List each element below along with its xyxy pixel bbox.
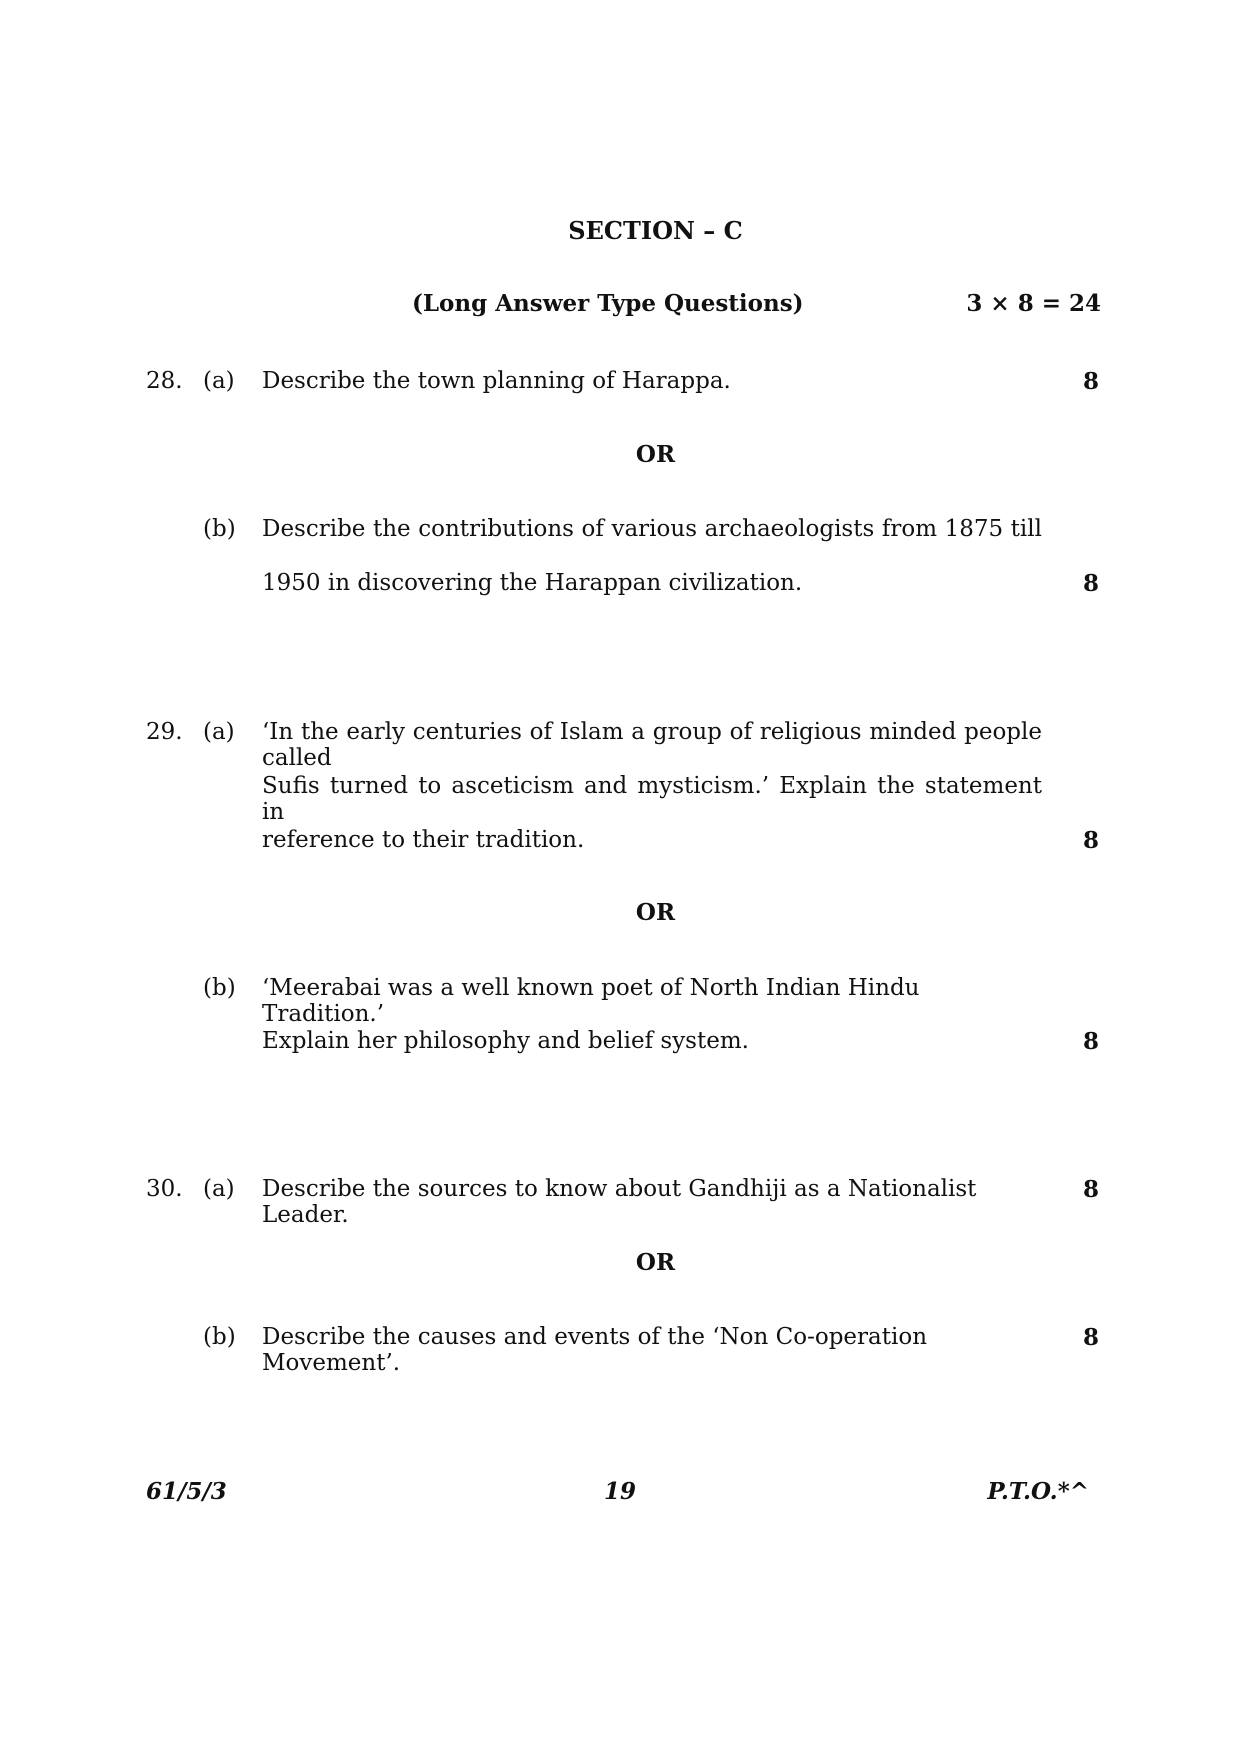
question-number: 30. <box>146 1176 183 1202</box>
question-marks: 8 <box>1082 1324 1099 1351</box>
question-text-line: Describe the causes and events of the ‘Non Co-operation Movement’. <box>262 1324 928 1376</box>
question-text-line: ‘In the early centuries of Islam a group of religious minded people called <box>262 719 1042 771</box>
question-marks: 8 <box>1082 1176 1099 1203</box>
question-text-line: Describe the sources to know about Gandhiji as a Nationalist Leader. <box>262 1176 977 1228</box>
question-text-line: Sufis turned to asceticism and mysticism.’ Explain the statement in <box>262 773 1042 825</box>
question-text-line: Describe the contributions of various archaeologists from 1875 till <box>262 516 1042 542</box>
question-number: 28. <box>146 368 183 394</box>
question-text-line: 1950 in discovering the Harappan civilization. <box>262 570 803 596</box>
or-separator: OR <box>635 899 676 926</box>
paper-code: 61/5/3 <box>146 1478 227 1505</box>
part-label: (b) <box>203 1324 236 1350</box>
part-label: (a) <box>203 719 235 745</box>
section-marks-total: 3 × 8 = 24 <box>966 290 1101 317</box>
or-separator: OR <box>635 441 676 468</box>
question-marks: 8 <box>1082 570 1099 597</box>
question-text-line: Explain her philosophy and belief system. <box>262 1028 749 1054</box>
part-label: (b) <box>203 516 236 542</box>
page-number: 19 <box>604 1478 637 1505</box>
or-separator: OR <box>635 1249 676 1276</box>
question-marks: 8 <box>1082 1028 1099 1055</box>
question-text-line: ‘Meerabai was a well known poet of North Indian Hindu Tradition.’ <box>262 975 920 1027</box>
question-number: 29. <box>146 719 183 745</box>
part-label: (a) <box>203 1176 235 1202</box>
section-subtitle: (Long Answer Type Questions) <box>412 290 804 317</box>
question-marks: 8 <box>1082 368 1099 395</box>
part-label: (b) <box>203 975 236 1001</box>
question-text-line: reference to their tradition. <box>262 827 585 853</box>
section-title: SECTION – C <box>568 216 743 245</box>
question-marks: 8 <box>1082 827 1099 854</box>
part-label: (a) <box>203 368 235 394</box>
question-text-line: Describe the town planning of Harappa. <box>262 368 731 394</box>
pto-label: P.T.O.*^ <box>987 1478 1089 1505</box>
